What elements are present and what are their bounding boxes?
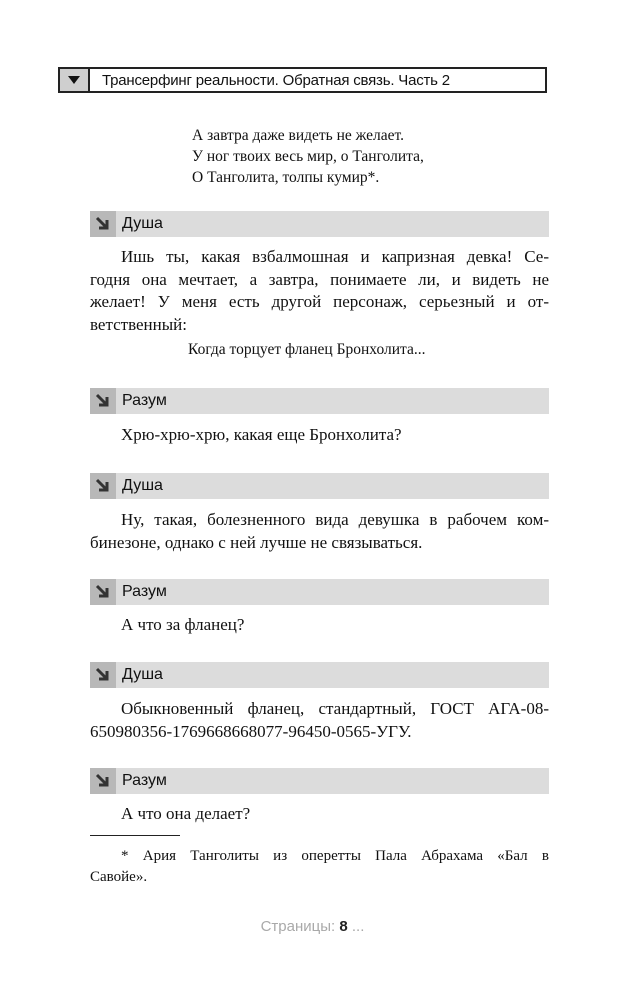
page-number[interactable]: 8: [339, 918, 348, 935]
running-header: [58, 67, 547, 93]
footnote-line: * Ария Танголиты из оперетты Пала Абрахама «Бал в: [121, 848, 549, 864]
quoted-verse: Когда торцует фланец Бронхолита...: [188, 341, 426, 358]
dialogue-paragraph: [90, 803, 549, 826]
poem-line: О Танголита, толпы кумир*.: [192, 169, 380, 186]
triangle-down-icon: [67, 75, 81, 85]
poem-line: У ног твоих весь мир, о Танголита,: [192, 148, 424, 165]
speaker-bar-soul: [90, 211, 549, 237]
paragraph-line: бинезоне, однако с ней лучше не связываться.: [90, 532, 423, 552]
paragraph-line: годня она мечтает, а завтра, понимаете ли, и видеть не: [90, 269, 549, 289]
dialogue-paragraph: [90, 246, 549, 336]
pager-more[interactable]: ...: [351, 918, 365, 935]
paragraph-line: 650980356-1769668668077-96450-0565-УГУ.: [90, 721, 412, 741]
dialogue-paragraph: [90, 614, 549, 637]
footnote-divider: [90, 835, 180, 836]
paragraph-line: желает! У меня есть другой персонаж, серьезный и от-: [90, 292, 549, 311]
pager-label: Страницы:: [260, 918, 336, 935]
speaker-name: Душа: [122, 215, 163, 232]
paragraph-line: Ишь ты, какая взбалмошная и капризная девка! Се-: [121, 247, 549, 266]
speaker-bar-mind: [90, 768, 549, 794]
paragraph-line: Хрю-хрю-хрю, какая еще Бронхолита?: [121, 425, 402, 444]
dialogue-paragraph: [90, 424, 549, 447]
speaker-name: Душа: [122, 666, 163, 683]
arrow-down-right-icon: [90, 768, 116, 794]
paragraph-line: Обыкновенный фланец, стандартный, ГОСТ АГА-08-: [121, 699, 549, 718]
paragraph-line: А что она делает?: [121, 804, 251, 823]
speaker-bar-mind: [90, 579, 549, 605]
header-toggle-button[interactable]: [60, 69, 90, 91]
paragraph-line: А что за фланец?: [121, 615, 245, 634]
dialogue-paragraph: [90, 698, 549, 743]
page-indicator: [0, 918, 625, 935]
speaker-name: Разум: [122, 583, 167, 600]
speaker-name: Разум: [122, 772, 167, 789]
arrow-down-right-icon: [90, 388, 116, 414]
speaker-name: Душа: [122, 477, 163, 494]
paragraph-line: ветственный:: [90, 314, 187, 334]
footnote-line: Савойе».: [90, 869, 148, 885]
arrow-down-right-icon: [90, 473, 116, 499]
dialogue-paragraph: [90, 509, 549, 554]
speaker-bar-mind: [90, 388, 549, 414]
paragraph-line: Ну, такая, болезненного вида девушка в рабочем ком-: [121, 510, 549, 529]
poem-fragment: [192, 125, 424, 188]
footnote: [90, 846, 549, 888]
speaker-bar-soul: [90, 662, 549, 688]
header-title: Трансерфинг реальности. Обратная связь. Часть 2: [102, 71, 450, 89]
speaker-name: Разум: [122, 392, 167, 409]
speaker-bar-soul: [90, 473, 549, 499]
arrow-down-right-icon: [90, 579, 116, 605]
poem-line: А завтра даже видеть не желает.: [192, 127, 405, 144]
arrow-down-right-icon: [90, 662, 116, 688]
arrow-down-right-icon: [90, 211, 116, 237]
